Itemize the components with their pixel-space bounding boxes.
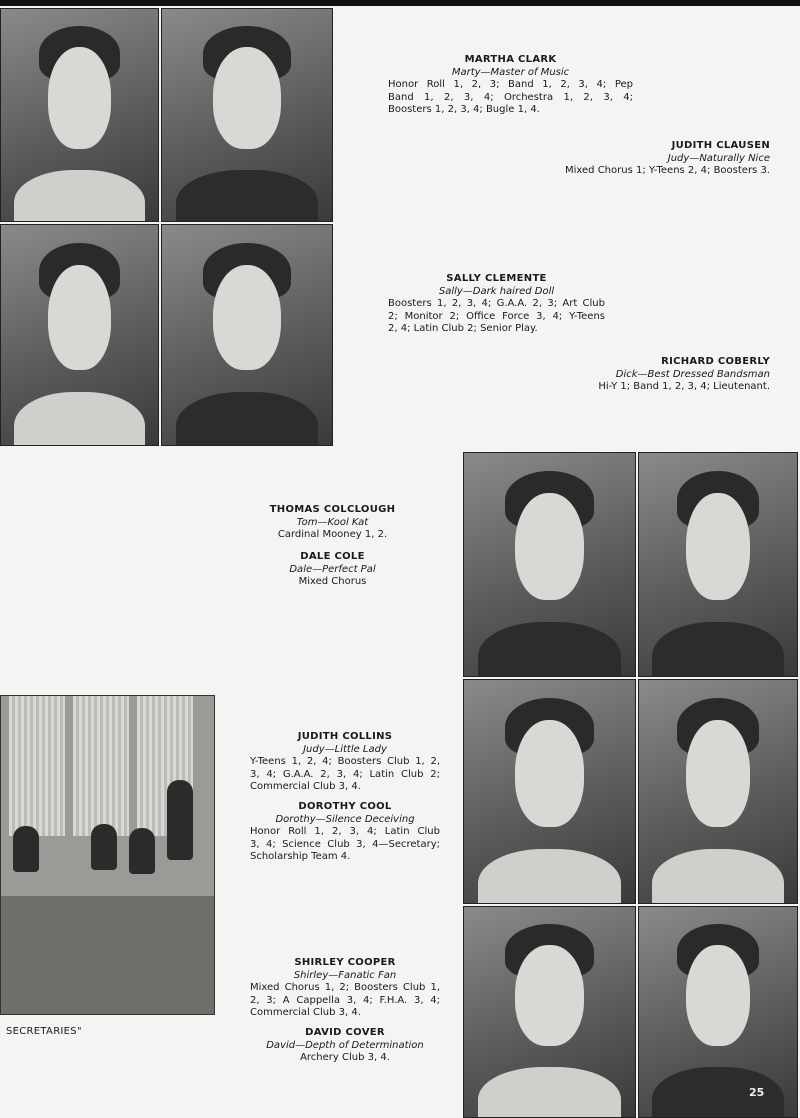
student-name: SALLY CLEMENTE [446,273,547,284]
student-name: DALE COLE [300,551,365,562]
activities-line: Archery Club 3, 4. [300,1052,390,1063]
student-nickname: Marty—Master of Music [451,66,570,78]
portrait-martha-clark [0,8,159,222]
page-number: 25 [749,1086,765,1099]
activities-line: Honor Roll 1, 2, 3; Band 1, 2, 3, 4; Pep [388,79,633,90]
activities-line: Boosters 1, 2, 3, 4; G.A.A. 2, 3; Art Club [388,298,605,309]
activities-line: Y-Teens 1, 2, 4; Boosters Club 1, 2, [250,756,440,767]
bio-judith-collins [250,731,440,794]
student-name: JUDITH COLLINS [297,731,393,742]
student-nickname: Judy—Naturally Nice [667,152,770,164]
activities-line: 3, 4; Science Club 3, 4—Secretary; [250,838,440,850]
portrait-dorothy-cool [638,679,798,904]
student-nickname: Judy—Little Lady [303,743,387,755]
activities-line: 2; Monitor 2; Office Force 3, 4; Y-Teens [388,310,605,322]
bio-sally-clemente [388,273,605,336]
activities-line: Mixed Chorus [298,576,367,587]
portrait-david-cover [638,906,798,1118]
student-nickname: Dale—Perfect Pal [289,563,376,575]
student-nickname: Shirley—Fanatic Fan [293,969,397,981]
activities-line: 3, 4; G.A.A. 2, 3, 4; Latin Club 2; [250,768,440,780]
activities-line: 2, 4; Latin Club 2; Senior Play. [388,323,538,334]
activities-line: Mixed Chorus 1; Y-Teens 2, 4; Boosters 3. [565,165,770,176]
activities-line: Scholarship Team 4. [250,851,351,862]
activities-line: Hi-Y 1; Band 1, 2, 3, 4; Lieutenant. [598,381,770,392]
student-name: MARTHA CLARK [464,54,557,65]
student-name: SHIRLEY COOPER [294,957,396,968]
student-name: JUDITH CLAUSEN [671,140,770,151]
student-name: DAVID COVER [305,1027,385,1038]
activities-line: Commercial Club 3, 4. [250,1007,361,1018]
group-photo-secretaries [0,695,215,1015]
student-nickname: Sally—Dark haired Doll [438,285,555,297]
activities-line: Commercial Club 3, 4. [250,781,361,792]
student-nickname: David—Depth of Determination [266,1039,424,1051]
student-name: DOROTHY COOL [298,801,392,812]
student-name: RICHARD COBERLY [661,356,770,367]
portrait-judith-collins [463,679,636,904]
activities-line: Boosters 1, 2, 3, 4; Bugle 1, 4. [388,104,540,115]
student-nickname: Dick—Best Dressed Bandsman [615,368,770,380]
student-nickname: Dorothy—Silence Deceiving [275,813,415,825]
bio-dale-cole [260,551,405,589]
photo-caption: SECRETARIES" [6,1026,82,1037]
bio-judith-clausen [520,140,770,178]
portrait-judith-clausen [161,8,333,222]
student-nickname: Tom—Kool Kat [296,516,369,528]
activities-line: Cardinal Mooney 1, 2. [277,529,388,540]
bio-thomas-colclough [260,504,405,542]
bio-dorothy-cool [250,801,440,864]
portrait-dale-cole [638,452,798,677]
bio-richard-coberly [520,356,770,394]
activities-line: 2, 3; A Cappella 3, 4; F.H.A. 3, 4; [250,994,440,1006]
bio-david-cover [250,1027,440,1065]
bio-shirley-cooper [250,957,440,1020]
activities-line: Band 1, 2, 3, 4; Orchestra 1, 2, 3, 4; [388,91,633,103]
bio-martha-clark [388,54,633,117]
portrait-shirley-cooper [463,906,636,1118]
portrait-sally-clemente [0,224,159,446]
activities-line: Honor Roll 1, 2, 3, 4; Latin Club [250,826,440,837]
activities-line: Mixed Chorus 1, 2; Boosters Club 1, [250,982,440,993]
portrait-richard-coberly [161,224,333,446]
portrait-thomas-colclough [463,452,636,677]
top-border [0,0,800,6]
student-name: THOMAS COLCLOUGH [269,504,396,515]
